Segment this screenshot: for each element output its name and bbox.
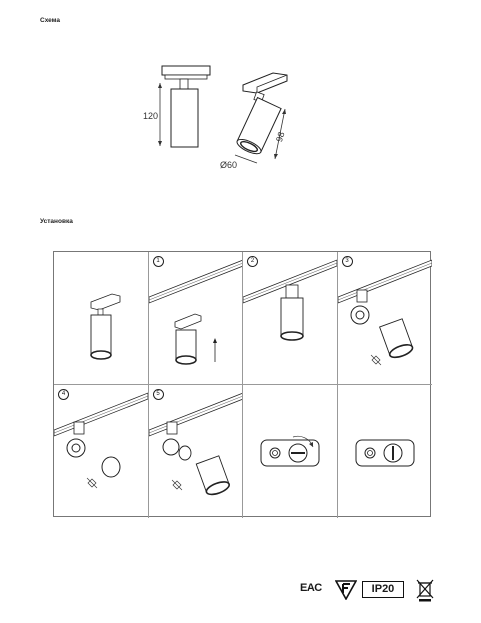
- schema-drawing: [150, 58, 300, 168]
- step-number-3: 3: [342, 256, 353, 267]
- step-2: [243, 252, 338, 385]
- insert-lens-illustration: [54, 385, 148, 518]
- step-1: [149, 252, 244, 385]
- step-4: [54, 385, 149, 518]
- installation-steps-grid: [53, 251, 431, 517]
- f-mark-icon: [335, 580, 357, 600]
- installation-heading: Установка: [40, 218, 73, 225]
- step-number-1: 1: [153, 256, 164, 267]
- diameter-dimension: Ø60: [220, 160, 238, 170]
- step-number-4: 4: [58, 389, 69, 400]
- step-locked: [338, 385, 433, 518]
- step-rotate: [243, 385, 338, 518]
- height-dimension: 120: [143, 111, 159, 121]
- adapter-rotate-illustration: [243, 385, 337, 518]
- adapter-locked-illustration: [338, 385, 432, 518]
- length-dimension: 98: [274, 130, 287, 144]
- step-5: [149, 385, 244, 518]
- step-number-5: 5: [153, 389, 164, 400]
- reattach-cylinder-illustration: [149, 385, 243, 518]
- step-number-2: 2: [247, 256, 258, 267]
- ip-rating-badge: IP20: [362, 581, 404, 598]
- certification-marks: [300, 578, 440, 604]
- assembled-luminaire-illustration: [54, 252, 148, 385]
- eac-mark-icon: EAC: [300, 582, 322, 594]
- remove-cylinder-illustration: [338, 252, 432, 385]
- mounted-on-track-illustration: [243, 252, 337, 385]
- track-insert-illustration: [149, 252, 243, 385]
- crossed-bin-icon: [416, 578, 434, 602]
- step-overview: [54, 252, 149, 385]
- step-3: [338, 252, 433, 385]
- schema-heading: Схема: [40, 17, 61, 24]
